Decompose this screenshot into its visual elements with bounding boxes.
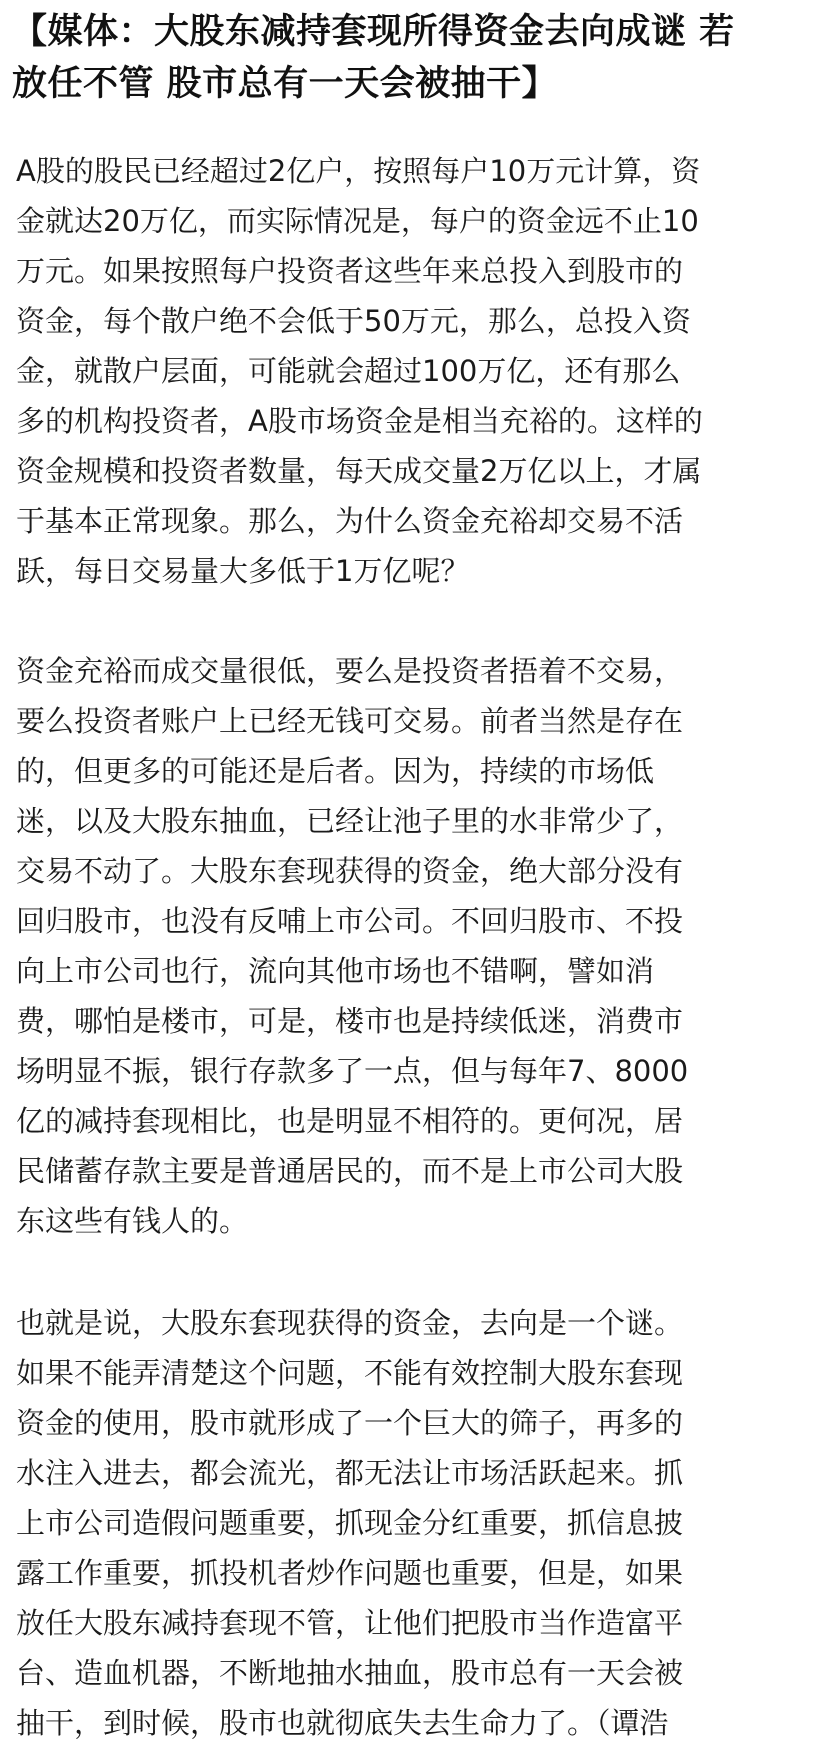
text-line: 放任大股东减持套现不管，让他们把股市当作造富平: [16, 1606, 684, 1640]
text-line: 东这些有钱人的。: [16, 1204, 249, 1238]
text-line: 资金充裕而成交量很低，要么是投资者捂着不交易，: [16, 654, 684, 688]
text-line: 回归股市，也没有反哺上市公司。不回归股市、不投: [16, 904, 684, 938]
text-line: 跃，每日交易量大多低于1万亿呢？: [16, 554, 470, 588]
paragraph-1: [16, 146, 828, 596]
text-line: 交易不动了。大股东套现获得的资金，绝大部分没有: [16, 854, 684, 888]
text-line: 资金规模和投资者数量，每天成交量2万亿以上，才属: [16, 454, 702, 488]
text-line: 如果不能弄清楚这个问题，不能有效控制大股东套现: [16, 1356, 684, 1390]
text-line: 费，哪怕是楼市，可是，楼市也是持续低迷，消费市: [16, 1004, 684, 1038]
text-line: 向上市公司也行，流向其他市场也不错啊，譬如消: [16, 954, 655, 988]
text-line: 的，但更多的可能还是后者。因为，持续的市场低: [16, 754, 655, 788]
text-line: 上市公司造假问题重要，抓现金分红重要，抓信息披: [16, 1506, 684, 1540]
text-line: 台、造血机器，不断地抽水抽血，股市总有一天会被: [16, 1656, 684, 1690]
text-line: 亿的减持套现相比，也是明显不相符的。更何况，居: [16, 1104, 684, 1138]
text-line: 于基本正常现象。那么，为什么资金充裕却交易不活: [16, 504, 684, 538]
article-title: [12, 6, 824, 110]
text-line: 水注入进去，都会流光，都无法让市场活跃起来。抓: [16, 1456, 684, 1490]
paragraph-2: [16, 646, 828, 1246]
text-line: 金，就散户层面，可能就会超过100万亿，还有那么: [16, 354, 681, 388]
paragraph-3: [16, 1298, 828, 1748]
text-line: 要么投资者账户上已经无钱可交易。前者当然是存在: [16, 704, 684, 738]
text-line: A股的股民已经超过2亿户，按照每户10万元计算，资: [16, 154, 701, 188]
text-line: 资金，每个散户绝不会低于50万元，那么，总投入资: [16, 304, 691, 338]
text-line: 民储蓄存款主要是普通居民的，而不是上市公司大股: [16, 1154, 684, 1188]
text-line: 也就是说，大股东套现获得的资金，去向是一个谜。: [16, 1306, 684, 1340]
text-line: 迷，以及大股东抽血，已经让池子里的水非常少了，: [16, 804, 684, 838]
text-line: 抽干，到时候，股市也就彻底失去生命力了。（谭浩: [16, 1706, 669, 1740]
text-line: 场明显不振，银行存款多了一点，但与每年7、8000: [16, 1054, 689, 1088]
text-line: 万元。如果按照每户投资者这些年来总投入到股市的: [16, 254, 684, 288]
text-line: 金就达20万亿，而实际情况是，每户的资金远不止10: [16, 204, 699, 238]
text-line: 多的机构投资者，A股市场资金是相当充裕的。这样的: [16, 404, 703, 438]
title-line: 放任不管 股市总有一天会被抽干】: [12, 64, 558, 104]
text-line: 露工作重要，抓投机者炒作问题也重要，但是，如果: [16, 1556, 684, 1590]
text-line: 资金的使用，股市就形成了一个巨大的筛子，再多的: [16, 1406, 684, 1440]
title-line: 【媒体：大股东减持套现所得资金去向成谜 若: [12, 12, 735, 52]
